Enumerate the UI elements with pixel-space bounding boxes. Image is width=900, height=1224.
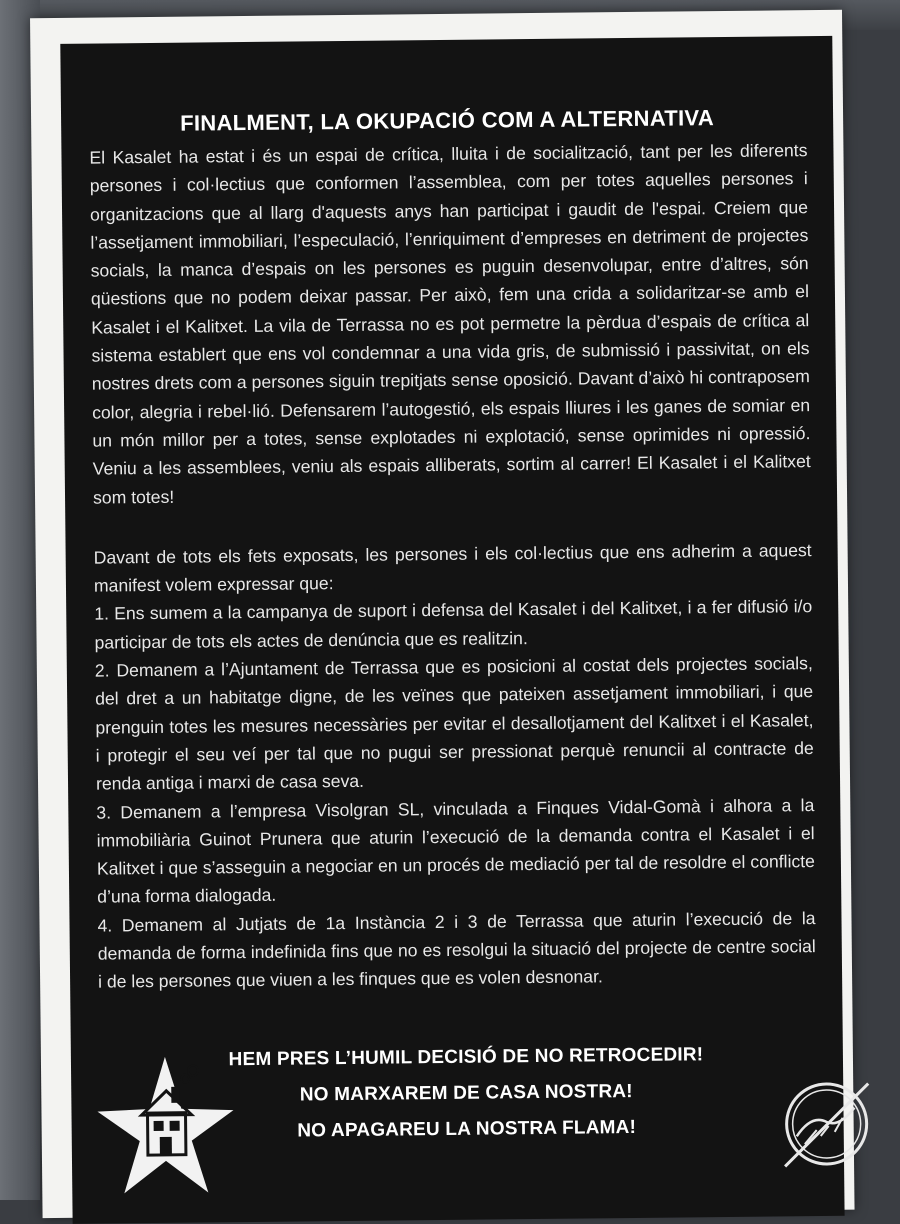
manifesto-point-4: 4. Demanem al Jutjats de 1a Instància 2 i 3 de Terrassa que aturin l’execució de la demanda de forma indefinida fins que no es resolgui la situació del projecte de centre social i de les persones que viuen a les finques que es volen desnonar. <box>97 907 816 992</box>
manifesto-point-1: 1. Ens sumem a la campanya de suport i defensa del Kasalet i del Kalitxet, i a fer difusió i/o participar de tots els actes de denúncia que es realitzin. <box>94 596 813 653</box>
slogan-1: HEM PRES L’HUMIL DECISIÓ DE NO RETROCEDIR! <box>228 1044 704 1071</box>
manifesto-point-2: 2. Demanem a l’Ajuntament de Terrassa que es posicioni al costat dels projectes socials, del dret a un habitatge digne, de les veïnes que pateixen assetjament immobiliari, i que prenguin totes les mesures necessàries per evitar el desallotjament del Kalitxet i el Kasalet, i protegir el seu veí per tal que no pugui ser pressionat perquè renuncii al contracte de renda antiga i marxi de casa seva. <box>94 653 814 794</box>
manifesto-paragraph-lead: Davant de tots els fets exposats, les persones i els col·lectius que ens adherim a aquest manifest volem expressar que: <box>93 539 812 596</box>
slogan-2: NO MARXAREM DE CASA NOSTRA! <box>299 1080 633 1106</box>
slogans-block <box>151 1036 782 1151</box>
page-title: FINALMENT, LA OKUPACIÓ COM A ALTERNATIVA <box>180 105 715 136</box>
kalitxet-logo <box>776 1073 877 1174</box>
manifesto-body <box>89 136 816 996</box>
manifesto-paragraph-intro: El Kasalet ha estat i és un espai de crítica, lluita i de socialització, tant per les diferents persones i col·lectius que conformen l’assemblea, com per totes aquelles persones i organitzacions que al llarg d'aquests anys han participat i gaudit de l'espai. Creiem que l’assetjament immobiliari, l’especulació, l’enriquiment d’empreses en detriment de projectes socials, la manca d’espais on les persones es puguin desenvolupar, entre d’altres, són qüestions que no podem deixar passar. Per això, fem una crida a solidaritzar-se amb el Kasalet i el Kalitxet. La vila de Terrassa no es pot permetre la pèrdua d’espais de crítica al sistema establert que ens vol condemnar a una vida gris, de submissió i passivitat, on els nostres drets com a persones siguin trepitjats sense oposició. Davant d’això hi contraposem color, alegria i rebel·lió. Defensarem l’autogestió, els espais lliures i les ganes de somiar en un món millor per a totes, sense explotades ni explotació, sense oprimides ni opressió. Veniu a les assemblees, veniu als espais alliberats, sortim al carrer! El Kasalet i el Kalitxet som totes! <box>89 140 811 508</box>
manifesto-point-3: 3. Demanem a l’empresa Visolgran SL, vinculada a Finques Vidal-Gomà i alhora a la immobiliària Guinot Prunera que aturin l’execució de la demanda contra el Kasalet i el Kalitxet i que s’asseguin a negociar en un procés de mediació per tal de resoldre el conflicte d’una forma dialogada. <box>96 794 815 908</box>
slogan-3: NO APAGAREU LA NOSTRA FLAMA! <box>297 1116 637 1142</box>
flyer-black-panel <box>60 36 844 1224</box>
flyer-paper <box>30 10 855 1218</box>
